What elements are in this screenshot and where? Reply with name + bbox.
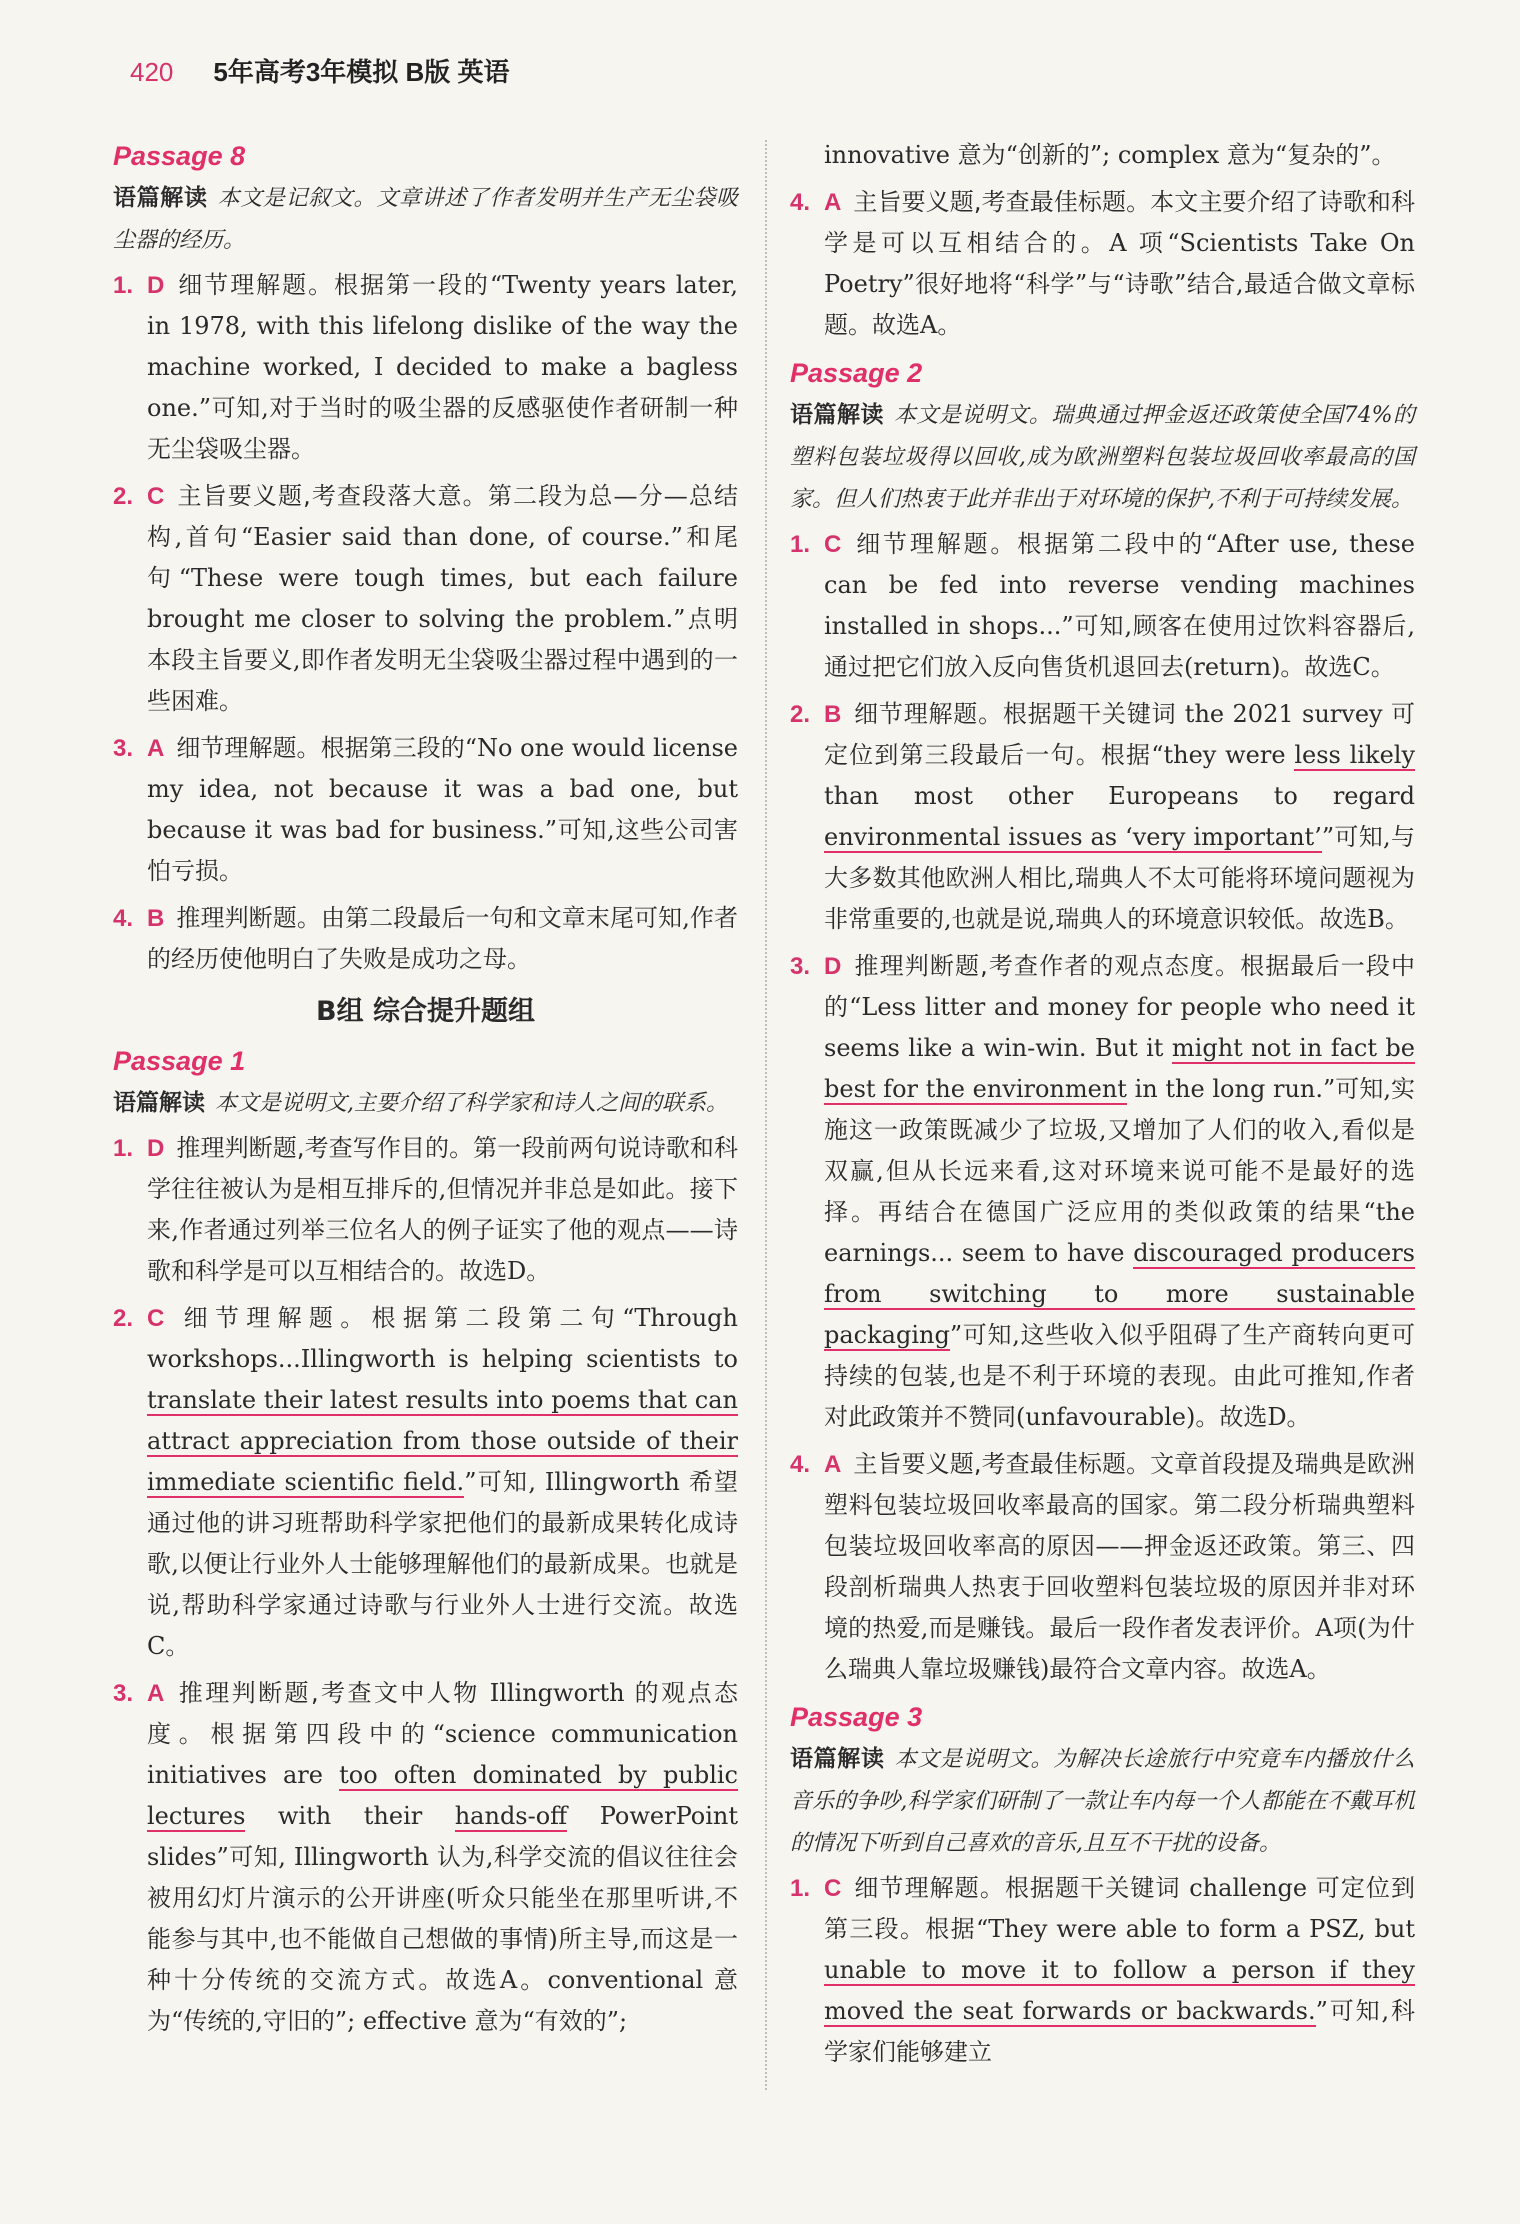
answer-item bbox=[113, 1673, 738, 2042]
underlined-quote: unable to move it to follow a person if they moved the seat forwards or backwards. bbox=[824, 1956, 1415, 2025]
answer-item bbox=[790, 1868, 1415, 2073]
explanation-mid: than most other Europeans to regard bbox=[824, 782, 1415, 810]
continued-text: innovative 意为“创新的”; complex 意为“复杂的”。 bbox=[824, 141, 1396, 169]
answer-letter: A bbox=[824, 1451, 842, 1478]
underlined-quote: hands-off bbox=[454, 1802, 568, 1830]
explanation: 考查写作目的。第一段前两句说诗歌和科学往往被认为是相互排斥的,但情况并非总是如此。接下来,作者通过列举三位名人的例子证实了他的观点——诗歌和科学是可以互相结合的。故选D。 bbox=[147, 1134, 738, 1285]
passage-title: Passage 8 bbox=[113, 141, 246, 171]
reading-summary bbox=[113, 1082, 738, 1124]
answer-letter: D bbox=[824, 953, 842, 980]
answer-item bbox=[113, 898, 738, 980]
reading-summary bbox=[113, 177, 738, 261]
question-number: 4. bbox=[790, 189, 811, 216]
reading-label: 语篇解读 bbox=[113, 1090, 205, 1116]
explanation: 由第二段最后一句和文章末尾可知,作者的经历使他明白了失败是成功之母。 bbox=[147, 904, 738, 973]
explanation-cont: ”可知,这些收入似乎阻碍了生产商转向更可持续的包装,也是不利于环境的表现。由此可推知,作者对此政策并不赞同(unfavourable)。故选D。 bbox=[824, 1321, 1415, 1431]
page-header bbox=[130, 52, 1430, 96]
question-number: 3. bbox=[113, 1680, 134, 1707]
answer-item bbox=[790, 1444, 1415, 1690]
question-type: 细节理解题。 bbox=[176, 734, 321, 762]
answer-letter: D bbox=[147, 272, 165, 299]
answer-item bbox=[113, 265, 738, 470]
answer-item bbox=[113, 1128, 738, 1292]
question-type: 细节理解题。 bbox=[176, 271, 335, 299]
right-column bbox=[790, 135, 1415, 2079]
underlined-quote: might not in fact be best for the environment bbox=[824, 1034, 1416, 1103]
answer-letter: C bbox=[147, 1305, 165, 1332]
explanation-cont: ”可知,科学家们能够建立 bbox=[824, 1997, 1415, 2066]
answer-item bbox=[790, 694, 1415, 940]
answer-letter: D bbox=[147, 1135, 165, 1162]
question-number: 3. bbox=[113, 735, 134, 762]
answer-letter: B bbox=[147, 905, 165, 932]
question-number: 2. bbox=[790, 701, 811, 728]
question-number: 4. bbox=[113, 905, 134, 932]
reading-label: 语篇解读 bbox=[113, 185, 208, 211]
reading-text: 本文是说明文。瑞典通过押金返还政策使全国74%的塑料包装垃圾得以回收,成为欧洲塑料包装垃圾回收率最高的国家。但人们热衷于此并非出于对环境的保护,不利于可持续发展。 bbox=[790, 403, 1415, 512]
answer-letter: A bbox=[824, 189, 842, 216]
underlined-quote: less likely bbox=[1294, 741, 1416, 769]
reading-summary bbox=[790, 1738, 1415, 1864]
reading-summary bbox=[790, 394, 1415, 520]
answer-letter: A bbox=[147, 735, 165, 762]
underlined-quote: translate their latest results into poems that can attract appreciation from those outside of their immediate scientific field. bbox=[147, 1386, 738, 1496]
group-title: B组 综合提升题组 bbox=[316, 996, 535, 1027]
reading-text: 本文是说明文,主要介绍了科学家和诗人之间的联系。 bbox=[215, 1091, 728, 1116]
question-type: 细节理解题。 bbox=[176, 1304, 372, 1332]
explanation-cont: ”可知,与大多数其他欧洲人相比,瑞典人不太可能将环境问题视为非常重要的,也就是说,瑞典人的环境意识较低。故选B。 bbox=[824, 823, 1415, 933]
underlined-quote: discouraged producers from switching to more sustainable packaging bbox=[824, 1239, 1415, 1349]
question-type: 推理判断题。 bbox=[176, 904, 321, 932]
passage-title: Passage 3 bbox=[790, 1702, 923, 1732]
underlined-quote: too often dominated by public lectures bbox=[147, 1761, 738, 1830]
reading-label: 语篇解读 bbox=[790, 402, 884, 428]
question-type: 主旨要义题, bbox=[176, 482, 311, 510]
answer-letter: A bbox=[147, 1680, 165, 1707]
explanation: 考查最佳标题。文章首段提及瑞典是欧洲塑料包装垃圾回收率最高的国家。第二段分析瑞典塑料包装垃圾回收率高的原因——押金返还政策。第三、四段剖析瑞典人热衷于回收塑料包装垃圾的原因并非对环境的热爱,而是赚钱。最后一段作者发表评价。A项(为什么瑞典人靠垃圾赚钱)最符合文章内容。故选A。 bbox=[824, 1450, 1415, 1683]
question-number: 1. bbox=[113, 1135, 134, 1162]
passage-title: Passage 2 bbox=[790, 358, 923, 388]
underlined-quote: environmental issues as ‘very important’ bbox=[824, 823, 1322, 851]
explanation: 考查文中人物 Illingworth 的观点态度。根据第四段中的“science communication initiatives are bbox=[147, 1679, 738, 1789]
passage-title: Passage 1 bbox=[113, 1046, 246, 1076]
answer-item bbox=[790, 182, 1415, 346]
answer-letter: B bbox=[824, 701, 842, 728]
page-number: 420 bbox=[130, 57, 174, 87]
answer-item bbox=[113, 476, 738, 722]
question-type: 推理判断题, bbox=[176, 1134, 305, 1162]
question-type: 推理判断题, bbox=[853, 952, 988, 980]
question-number: 3. bbox=[790, 953, 811, 980]
explanation: 根据第二段第二句“Through workshops...Illingworth is helping scientists to bbox=[147, 1304, 738, 1373]
answer-item bbox=[113, 728, 738, 892]
explanation-mid: with their bbox=[245, 1802, 455, 1830]
reading-text: 本文是说明文。为解决长途旅行中究竟车内播放什么音乐的争吵,科学家们研制了一款让车内每一个人都能在不戴耳机的情况下听到自己喜欢的音乐,且互不干扰的设备。 bbox=[790, 1747, 1415, 1856]
explanation: 考查段落大意。第二段为总—分—总结构,首句“Easier said than done, of course.”和尾句“These were tough times, but each failure brought me closer to solving the problem.”点明本段主旨要义,即作者发明无尘袋吸尘器过程中遇到的一些困难。 bbox=[147, 482, 738, 715]
answer-item bbox=[790, 946, 1415, 1438]
question-type: 推理判断题, bbox=[176, 1679, 319, 1707]
explanation: 根据题干关键词 challenge 可定位到第三段。根据“They were able to form a PSZ, but bbox=[824, 1874, 1415, 1943]
explanation: 考查作者的观点态度。根据最后一段中的“Less litter and money for people who need it seems like a win-win. But it bbox=[824, 952, 1415, 1062]
answer-letter: C bbox=[824, 1875, 842, 1902]
reading-label: 语篇解读 bbox=[790, 1746, 885, 1772]
column-divider bbox=[765, 140, 767, 2090]
answer-letter: C bbox=[147, 483, 165, 510]
answer-item bbox=[113, 1298, 738, 1667]
book-title: 5年高考3年模拟 B版 英语 bbox=[213, 57, 510, 87]
question-type: 主旨要义题, bbox=[853, 188, 982, 216]
question-number: 1. bbox=[790, 1875, 811, 1902]
explanation: 根据第二段中的“After use, these can be fed into reverse vending machines installed in shops...”可知,顾客在使用过饮料容器后,通过把它们放入反向售货机退回去(return)。故选C。 bbox=[824, 530, 1416, 681]
explanation: 根据题干关键词 the 2021 survey 可定位到第三段最后一句。根据“they were bbox=[824, 700, 1416, 769]
question-type: 细节理解题。 bbox=[853, 1874, 1005, 1902]
explanation: 根据第三段的“No one would license my idea, not because it was a bad one, but because it was bad for business.”可知,这些公司害怕亏损。 bbox=[147, 734, 739, 885]
question-type: 主旨要义题, bbox=[853, 1450, 982, 1478]
question-number: 2. bbox=[113, 483, 134, 510]
question-number: 4. bbox=[790, 1451, 811, 1478]
question-number: 2. bbox=[113, 1305, 134, 1332]
question-type: 细节理解题。 bbox=[853, 530, 1018, 558]
explanation: 考查最佳标题。本文主要介绍了诗歌和科学是可以互相结合的。A 项“Scientists Take On Poetry”很好地将“科学”与“诗歌”结合,最适合做文章标题。故选A。 bbox=[824, 188, 1415, 339]
explanation: 根据第一段的“Twenty years later, in 1978, with this lifelong dislike of the way the machine worked, I decided to make a bagless one.”可知,对于当时的吸尘器的反感驱使作者研制一种无尘袋吸尘器。 bbox=[147, 271, 739, 463]
reading-text: 本文是记叙文。文章讲述了作者发明并生产无尘袋吸尘器的经历。 bbox=[113, 186, 738, 253]
question-number: 1. bbox=[113, 272, 134, 299]
answer-letter: C bbox=[824, 531, 842, 558]
question-type: 细节理解题。 bbox=[853, 700, 1003, 728]
left-column bbox=[113, 135, 738, 2048]
explanation-cont: PowerPoint slides”可知, Illingworth 认为,科学交流的倡议往往会被用幻灯片演示的公开讲座(听众只能坐在那里听讲,不能参与其中,也不能做自己想做的事情)所主导,而这是一种十分传统的交流方式。故选A。conventional 意为“传统的,守旧的”; effective 意为“有效的”; bbox=[147, 1802, 738, 2035]
explanation-cont: ”可知, Illingworth 希望通过他的讲习班帮助科学家把他们的最新成果转化成诗歌,以便让行业外人士能够理解他们的最新成果。也就是说,帮助科学家通过诗歌与行业外人士进行交流。故选C。 bbox=[147, 1468, 738, 1660]
explanation-mid: in the long run.”可知,实施这一政策既减少了垃圾,又增加了人们的收入,看似是双赢,但从长远来看,这对环境来说可能不是最好的选择。再结合在德国广泛应用的类似政策的结果“the earnings... seem to have bbox=[824, 1075, 1416, 1267]
question-number: 1. bbox=[790, 531, 811, 558]
answer-item bbox=[790, 524, 1415, 688]
